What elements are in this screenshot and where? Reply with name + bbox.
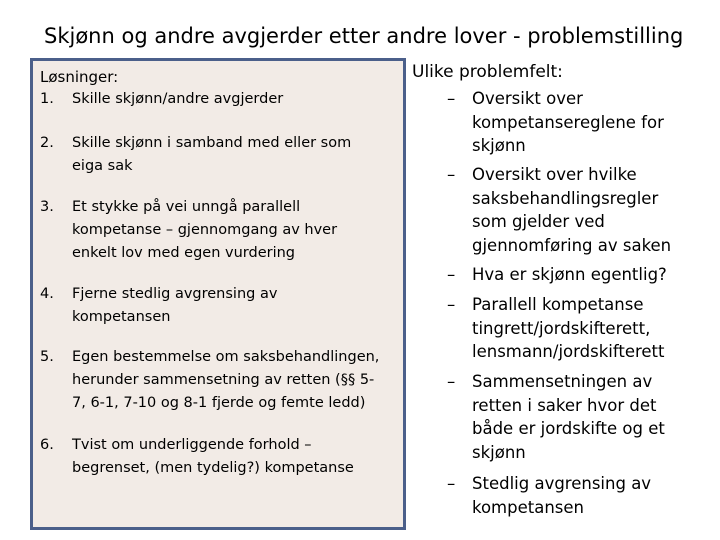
solution-line: kompetanse – gjennomgang av hver: [72, 222, 338, 238]
solution-item-6: [40, 434, 354, 480]
dash-bullet: –: [447, 89, 456, 108]
problem-line: tingrett/jordskifterett,: [472, 318, 651, 338]
dash-bullet: –: [447, 265, 456, 284]
problem-line: Hva er skjønn egentlig?: [472, 265, 667, 284]
solution-line: eiga sak: [72, 158, 133, 174]
problem-line: Parallell kompetanse: [472, 295, 644, 314]
problem-line: Sammensetningen av: [472, 372, 653, 391]
problem-line: skjønn: [472, 136, 526, 155]
solution-number: 1.: [40, 91, 54, 107]
solution-item-1: [40, 88, 283, 111]
solution-line: Skille skjønn i samband med eller som: [72, 135, 352, 151]
problem-line: Oversikt over: [472, 89, 583, 108]
problem-item-1: [447, 87, 664, 158]
problem-areas-heading: Ulike problemfelt:: [412, 62, 563, 82]
problem-item-3: [447, 263, 667, 287]
problem-line: kompetansen: [472, 497, 585, 517]
solution-line: begrenset, (men tydelig?) kompetanse: [72, 460, 354, 476]
problem-line: skjønn: [472, 442, 526, 462]
solution-line: Fjerne stedlig avgrensing av: [72, 286, 278, 302]
solution-item-5: [40, 346, 379, 415]
problem-line: gjennomføring av saken: [472, 235, 672, 255]
solution-item-4: [40, 283, 277, 329]
solution-line: Egen bestemmelse om saksbehandlingen,: [72, 349, 380, 365]
problem-line: saksbehandlingsregler: [472, 188, 659, 208]
solution-line: kompetansen: [72, 309, 171, 325]
solution-number: 4.: [40, 286, 54, 302]
solution-item-2: [40, 132, 351, 178]
problem-line: Stedlig avgrensing av: [472, 474, 652, 493]
solution-line: enkelt lov med egen vurdering: [72, 245, 296, 261]
dash-bullet: –: [447, 372, 456, 391]
problem-line: lensmann/jordskifterett: [472, 342, 665, 361]
page-title: Skjønn og andre avgjerder etter andre lover - problemstilling: [44, 24, 684, 48]
solution-line: 7, 6-1, 7-10 og 8-1 fjerde og femte ledd): [72, 395, 366, 411]
problem-item-6: [447, 472, 651, 519]
dash-bullet: –: [447, 295, 456, 314]
solution-number: 3.: [40, 199, 54, 215]
problem-line: kompetansereglene for: [472, 112, 664, 132]
solution-item-3: [40, 196, 337, 265]
solution-number: 5.: [40, 349, 54, 365]
solution-number: 2.: [40, 135, 54, 151]
solution-line: Skille skjønn/andre avgjerder: [72, 91, 284, 107]
solution-line: Tvist om underliggende forhold –: [72, 437, 312, 453]
solution-line: herunder sammensetning av retten (§§ 5-: [72, 372, 375, 388]
dash-bullet: –: [447, 165, 456, 184]
solutions-heading: Løsninger:: [40, 68, 119, 86]
problem-line: som gjelder ved: [472, 212, 605, 231]
problem-item-4: [447, 293, 664, 364]
problem-line: både er jordskifte og et: [472, 419, 665, 438]
dash-bullet: –: [447, 474, 456, 493]
problem-item-2: [447, 163, 671, 257]
solution-number: 6.: [40, 437, 54, 453]
problem-item-5: [447, 370, 665, 464]
problem-line: Oversikt over hvilke: [472, 165, 637, 184]
problem-line: retten i saker hvor det: [472, 395, 657, 415]
solution-line: Et stykke på vei unngå parallell: [72, 199, 301, 215]
